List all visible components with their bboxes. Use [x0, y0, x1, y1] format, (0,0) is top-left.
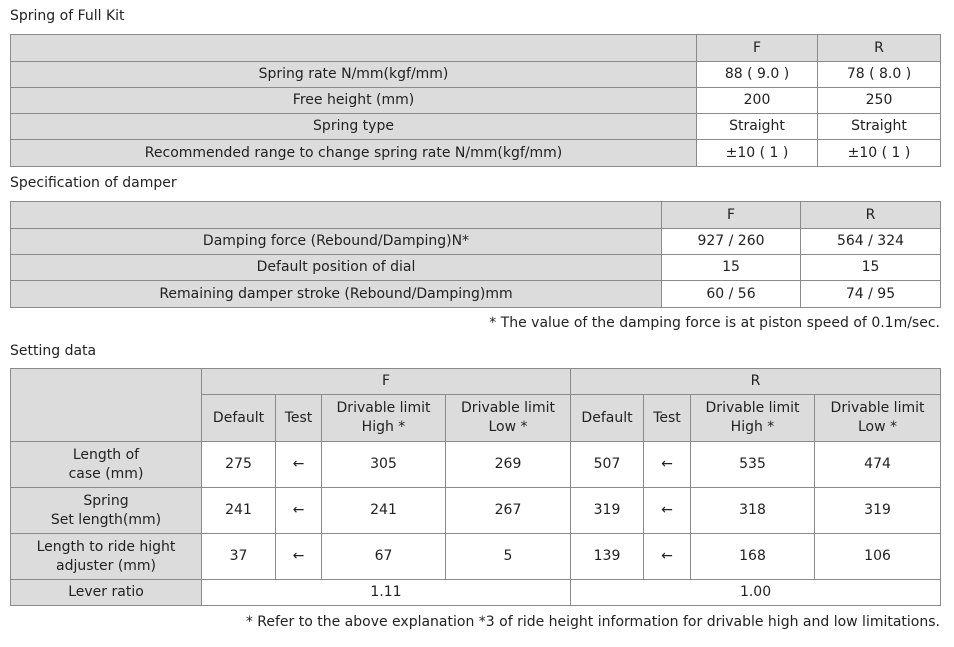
r-test: ←: [644, 442, 691, 488]
row-label: Length to ride hight adjuster (mm): [11, 534, 202, 580]
damper-table: [10, 201, 941, 308]
r-limit-low: 474: [815, 442, 941, 488]
subheader-default: Default: [571, 395, 644, 442]
subheader-limit-high: Drivable limit High *: [691, 395, 815, 442]
value-f: 15: [662, 255, 801, 281]
damper-header-r: R: [801, 202, 941, 229]
r-limit-high: 535: [691, 442, 815, 488]
value-r: ±10 ( 1 ): [818, 140, 941, 167]
value-f: Straight: [697, 114, 818, 140]
setting-section-title: Setting data: [10, 343, 97, 359]
value-f: 88 ( 9.0 ): [697, 62, 818, 88]
r-limit-high: 168: [691, 534, 815, 580]
subheader-test: Test: [276, 395, 322, 442]
spring-header-r: R: [818, 35, 941, 62]
table-row: [11, 229, 941, 255]
value-r: 564 / 324: [801, 229, 941, 255]
subheader-limit-low: Drivable limit Low *: [815, 395, 941, 442]
lever-ratio-row: [11, 580, 941, 606]
spring-table: [10, 34, 941, 167]
f-default: 241: [202, 488, 276, 534]
row-label: Lever ratio: [11, 580, 202, 606]
row-label: Spring Set length(mm): [11, 488, 202, 534]
r-default: 507: [571, 442, 644, 488]
damper-footnote: * The value of the damping force is at piston speed of 0.1m/sec.: [489, 315, 940, 331]
row-label: Recommended range to change spring rate N/mm(kgf/mm): [11, 140, 697, 167]
value-f: ±10 ( 1 ): [697, 140, 818, 167]
table-row: [11, 62, 941, 88]
value-f: 927 / 260: [662, 229, 801, 255]
subheader-test: Test: [644, 395, 691, 442]
table-row: [11, 488, 941, 534]
value-r: Straight: [818, 114, 941, 140]
setting-header-blank: [11, 369, 202, 442]
f-default: 37: [202, 534, 276, 580]
spring-header-row: [11, 35, 941, 62]
table-row: [11, 534, 941, 580]
setting-footnote: * Refer to the above explanation *3 of ride height information for drivable high and low limitations.: [245, 614, 940, 630]
r-test: ←: [644, 488, 691, 534]
r-limit-high: 318: [691, 488, 815, 534]
row-label: Length of case (mm): [11, 442, 202, 488]
subheader-limit-high: Drivable limit High *: [322, 395, 446, 442]
damper-header-blank: [11, 202, 662, 229]
f-test: ←: [276, 488, 322, 534]
table-row: [11, 281, 941, 308]
value-r: 74 / 95: [801, 281, 941, 308]
f-limit-low: 5: [446, 534, 571, 580]
table-row: [11, 88, 941, 114]
f-test: ←: [276, 442, 322, 488]
lever-ratio-r: 1.00: [571, 580, 941, 606]
row-label: Spring rate N/mm(kgf/mm): [11, 62, 697, 88]
r-limit-low: 106: [815, 534, 941, 580]
f-limit-high: 241: [322, 488, 446, 534]
damper-header-f: F: [662, 202, 801, 229]
subheader-default: Default: [202, 395, 276, 442]
r-limit-low: 319: [815, 488, 941, 534]
f-test: ←: [276, 534, 322, 580]
setting-table: [10, 368, 941, 606]
r-test: ←: [644, 534, 691, 580]
value-r: 15: [801, 255, 941, 281]
f-limit-high: 305: [322, 442, 446, 488]
table-row: [11, 140, 941, 167]
row-label: Default position of dial: [11, 255, 662, 281]
spring-header-blank: [11, 35, 697, 62]
damper-section-title: Specification of damper: [10, 175, 177, 191]
table-row: [11, 255, 941, 281]
r-default: 319: [571, 488, 644, 534]
r-default: 139: [571, 534, 644, 580]
f-default: 275: [202, 442, 276, 488]
value-r: 250: [818, 88, 941, 114]
f-limit-low: 267: [446, 488, 571, 534]
f-limit-low: 269: [446, 442, 571, 488]
subheader-limit-low: Drivable limit Low *: [446, 395, 571, 442]
value-f: 200: [697, 88, 818, 114]
value-f: 60 / 56: [662, 281, 801, 308]
f-limit-high: 67: [322, 534, 446, 580]
setting-group-f: F: [202, 369, 571, 395]
table-row: [11, 442, 941, 488]
damper-header-row: [11, 202, 941, 229]
row-label: Remaining damper stroke (Rebound/Damping)mm: [11, 281, 662, 308]
setting-group-r: R: [571, 369, 941, 395]
lever-ratio-f: 1.11: [202, 580, 571, 606]
setting-group-header-row: [11, 369, 941, 395]
value-r: 78 ( 8.0 ): [818, 62, 941, 88]
table-row: [11, 114, 941, 140]
row-label: Spring type: [11, 114, 697, 140]
row-label: Damping force (Rebound/Damping)N*: [11, 229, 662, 255]
row-label: Free height (mm): [11, 88, 697, 114]
spring-section-title: Spring of Full Kit: [10, 8, 125, 24]
spring-header-f: F: [697, 35, 818, 62]
